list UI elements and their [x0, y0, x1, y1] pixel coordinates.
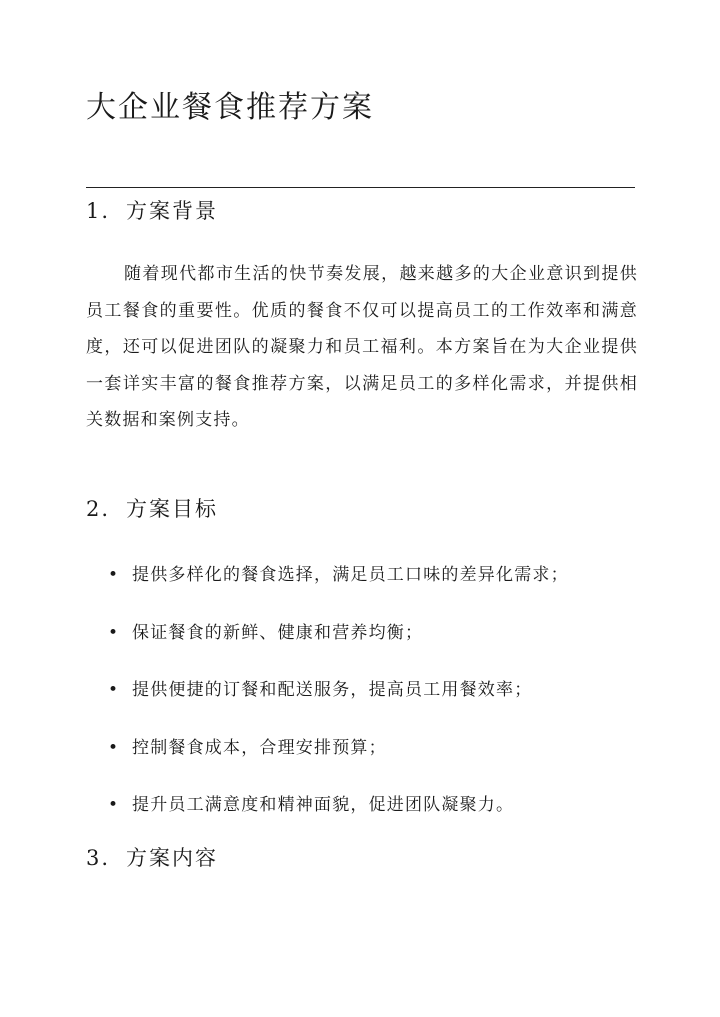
section-number: 1.	[86, 199, 111, 223]
list-item	[108, 670, 569, 728]
list-item-text: 提升员工满意度和精神面貌，促进团队凝聚力。	[132, 795, 515, 815]
list-item	[108, 728, 569, 786]
list-item-text: 提供便捷的订餐和配送服务，提高员工用餐效率；	[132, 680, 533, 700]
list-item	[108, 785, 569, 843]
section-heading-background	[86, 196, 218, 226]
list-item-text: 提供多样化的餐食选择，满足员工口味的差异化需求；	[132, 565, 569, 585]
bullet-icon: •	[108, 795, 120, 815]
background-paragraph: 随着现代都市生活的快节奏发展，越来越多的大企业意识到提供员工餐食的重要性。优质的餐食不仅可以提高员工的工作效率和满意度，还可以促进团队的凝聚力和员工福利。本方案旨在为大企业提供一套详实丰富的餐食推荐方案，以满足员工的多样化需求，并提供相关数据和案例支持。	[86, 264, 638, 430]
bullet-icon: •	[108, 680, 120, 700]
list-item-text: 保证餐食的新鲜、健康和营养均衡；	[132, 622, 424, 643]
bullet-icon: •	[108, 565, 120, 585]
section-number: 3.	[86, 846, 111, 870]
section-title: 方案目标	[126, 497, 218, 521]
section-heading-content	[86, 843, 218, 873]
list-item	[108, 555, 569, 613]
goals-list	[108, 555, 569, 843]
section-title: 方案背景	[126, 199, 218, 223]
list-item	[108, 613, 569, 671]
section-number: 2.	[86, 497, 111, 521]
bullet-icon: •	[108, 622, 120, 643]
section-title: 方案内容	[126, 846, 218, 870]
document-title: 大企业餐食推荐方案	[86, 90, 374, 125]
title-divider	[86, 187, 635, 188]
section-heading-goals	[86, 494, 218, 524]
bullet-icon: •	[108, 737, 120, 758]
list-item-text: 控制餐食成本，合理安排预算；	[132, 737, 387, 758]
